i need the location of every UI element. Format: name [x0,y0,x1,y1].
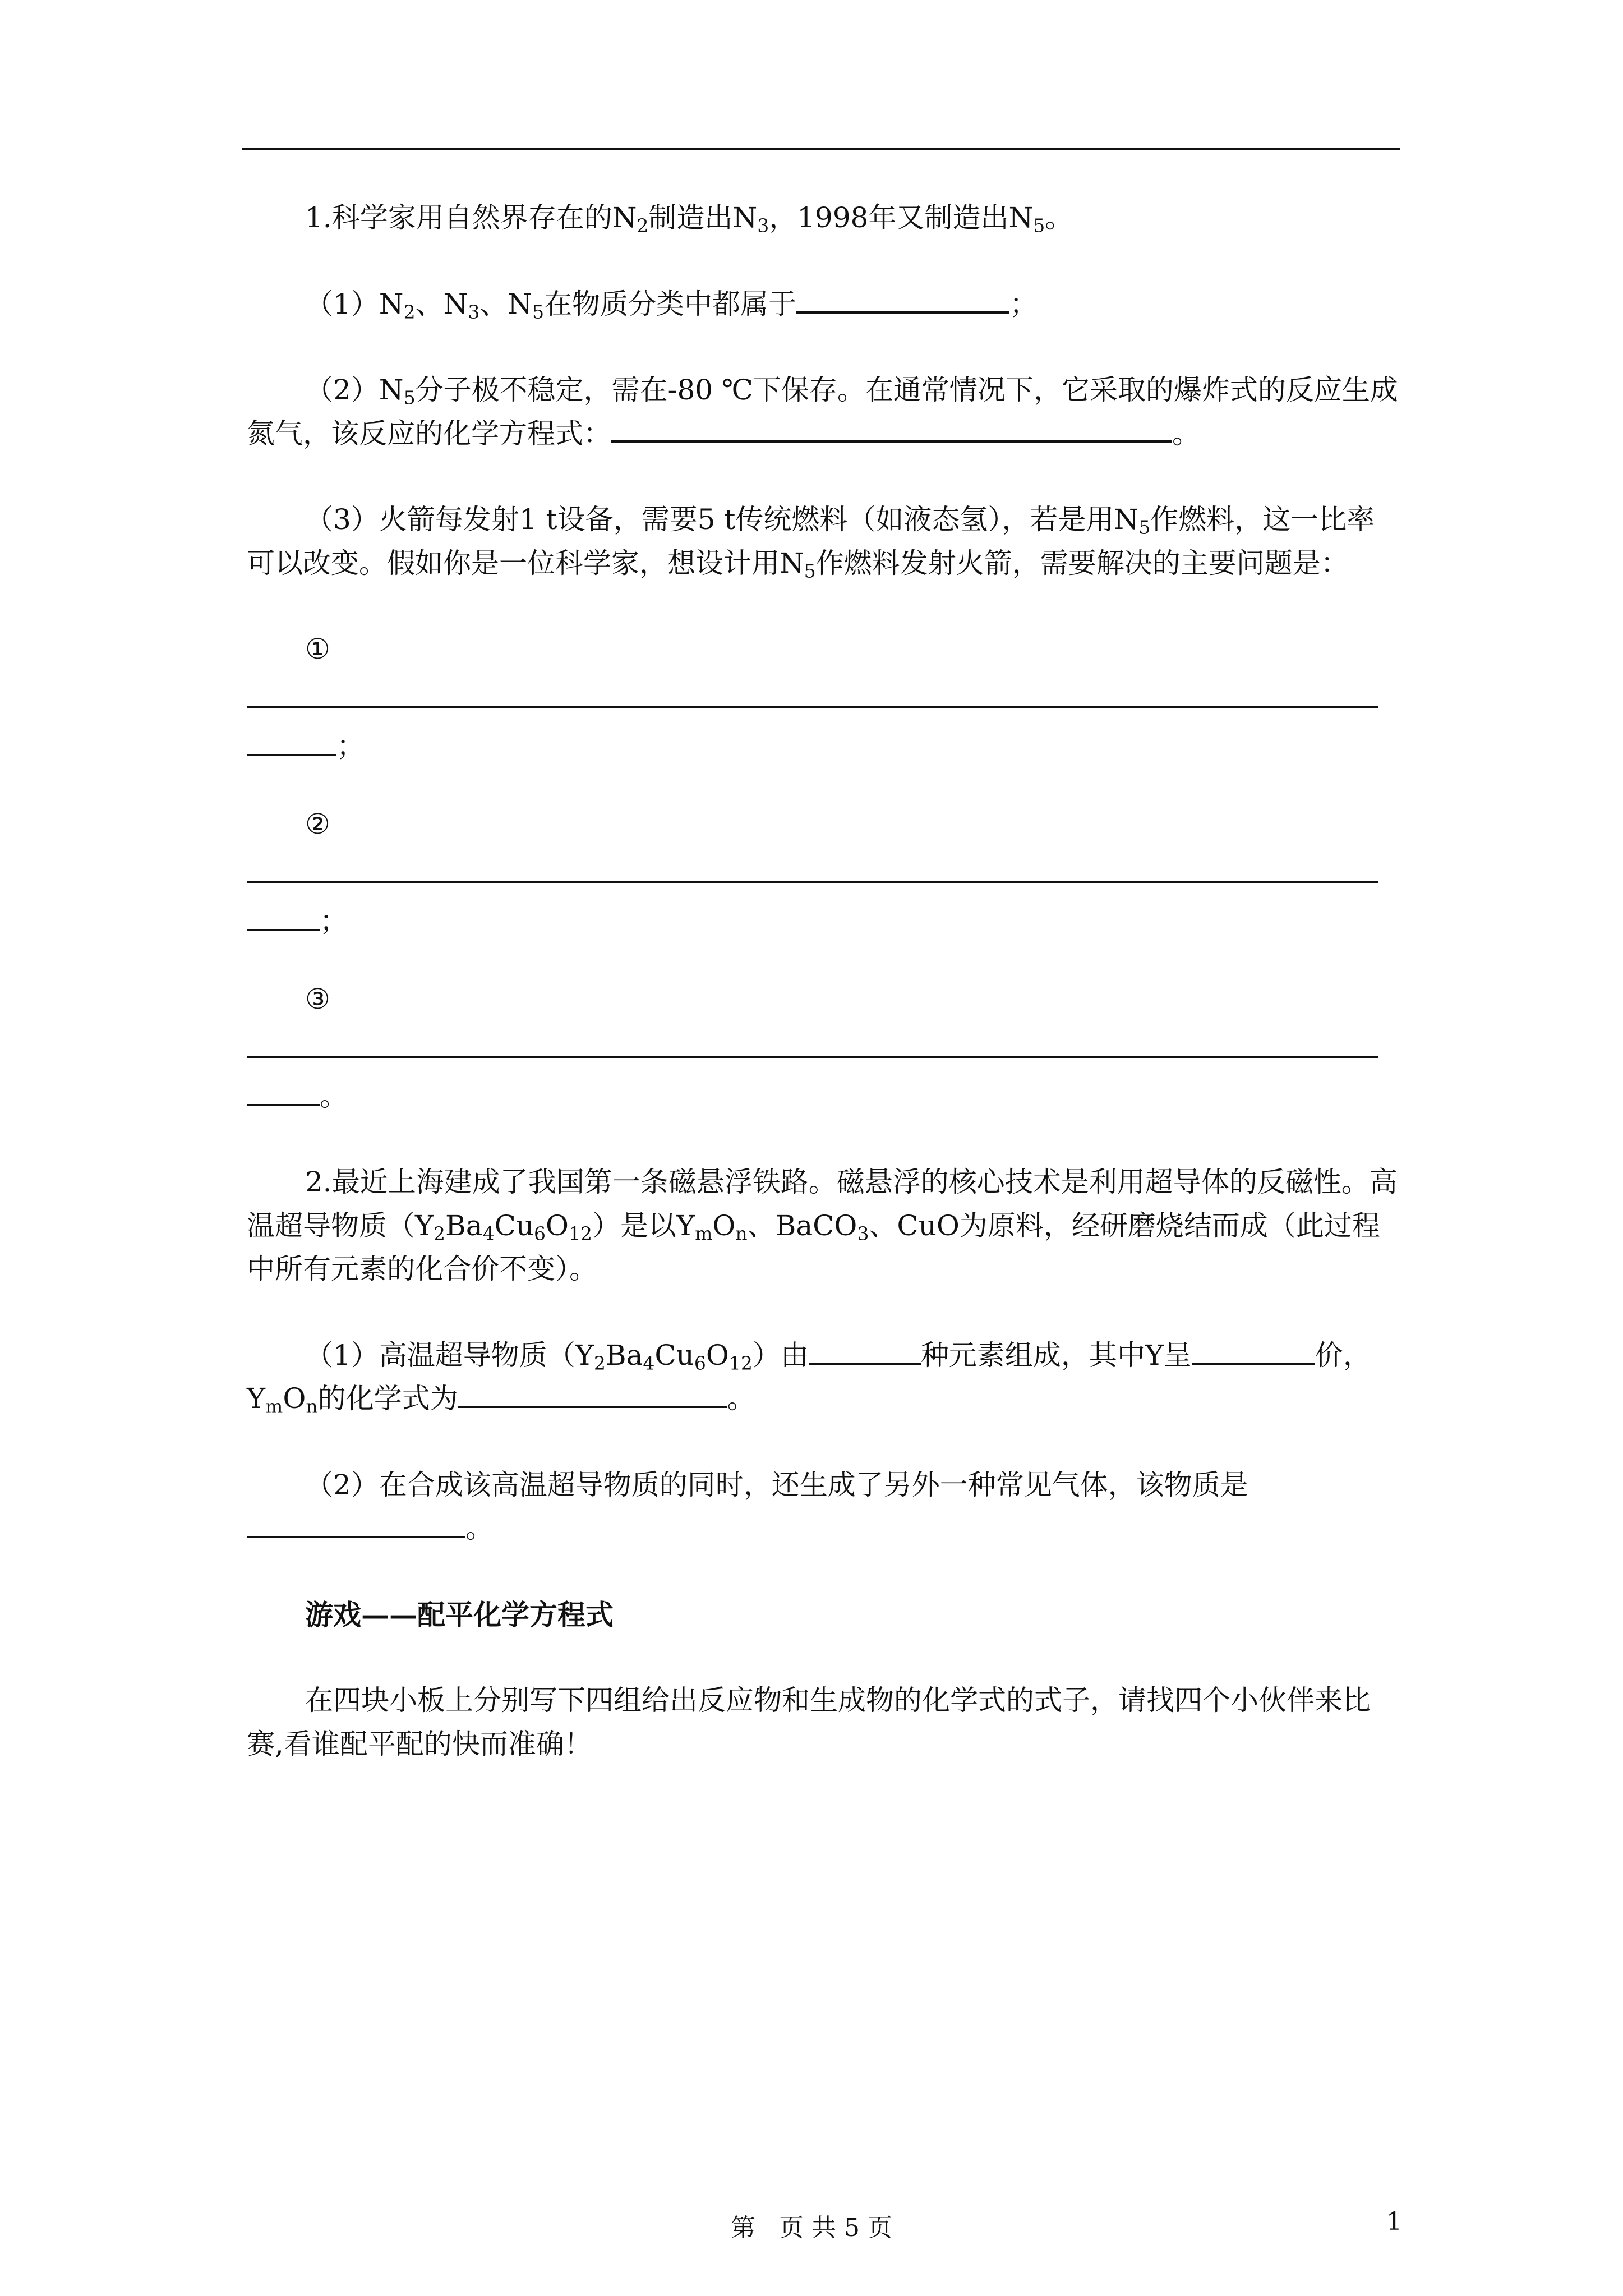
document-body [247,196,1402,1809]
answer-blank[interactable] [796,286,1009,314]
q2-intro: 2.最近上海建成了我国第一条磁悬浮铁路。磁悬浮的核心技术是利用超导体的反磁性。高温超导物质$(Y_2Ba_4Cu_6O_{12})$是以$Y_mO_n$、BaCO$_3$、CuO为原料，经研磨烧结而成（此过程中所有元素的化合价不变）。 [247,1166,1398,1285]
game-body: 在四块小板上分别写下四组给出反应物和生成物的化学式的式子，请找四个小伙伴来比赛,看谁配平配的快而准确！ [247,1684,1371,1760]
answer-blank[interactable] [809,1338,921,1365]
answer-line[interactable] [247,881,1378,883]
item-marker: ③ [305,983,330,1015]
q1-part1: $(1)N_2$、$N_3$、$N_5$在物质分类中都属于 ； [247,283,1402,326]
answer-blank[interactable] [611,415,1172,443]
page-footer: 第 页 共 5 页 [731,2214,892,2242]
answer-line[interactable] [247,706,1378,708]
q2-part1: （1）高温超导物质$(Y_2Ba_4Cu_6O_{12})$由 种元素组成，其中Y呈 价，$Y_mO_n$的化学式为 。 [247,1338,1371,1418]
answer-blank[interactable] [458,1381,727,1408]
answer-blank[interactable] [247,1079,320,1106]
answer-blank[interactable] [247,904,320,931]
q1-answer-item [247,803,1402,943]
q1-part3: （3）火箭每发射1 t设备，需要5 t传统燃料（如液态氢），若是用$N_5$作燃料，这一比率可以改变。假如你是一位科学家，想设计用$N_5$作燃料发射火箭，需要解决的主要问题是： [247,503,1375,582]
answer-blank[interactable] [1192,1338,1315,1365]
game-title: 游戏——配平化学方程式 [305,1598,614,1631]
q1-intro: 1.科学家用自然界存在的$N_2$制造出$N_3$，1998年又制造出$N_5$。 [305,201,1073,237]
answer-tail: ； [247,725,1402,769]
q1-part2: $(2)N_5$分子极不稳定，需在-80 ℃下保存。在通常情况下，它采取的爆炸式的反应生成氮气，该反应的化学方程式： 。 [247,374,1398,450]
answer-blank[interactable] [247,1511,465,1538]
page-number: 1 [1386,2207,1402,2236]
answer-line[interactable] [247,1056,1378,1058]
item-marker: ② [305,808,330,840]
q2-part2: （2）在合成该高温超导物质的同时，还生成了另外一种常见气体，该物质是。 [247,1464,1402,1550]
answer-tail: ； [247,900,1402,944]
item-marker: ① [305,633,330,665]
answer-blank[interactable] [247,729,336,756]
q1-answer-item [247,628,1402,768]
answer-tail: 。 [247,1075,1402,1119]
header-rule [242,148,1400,150]
q1-answer-item [247,978,1402,1118]
